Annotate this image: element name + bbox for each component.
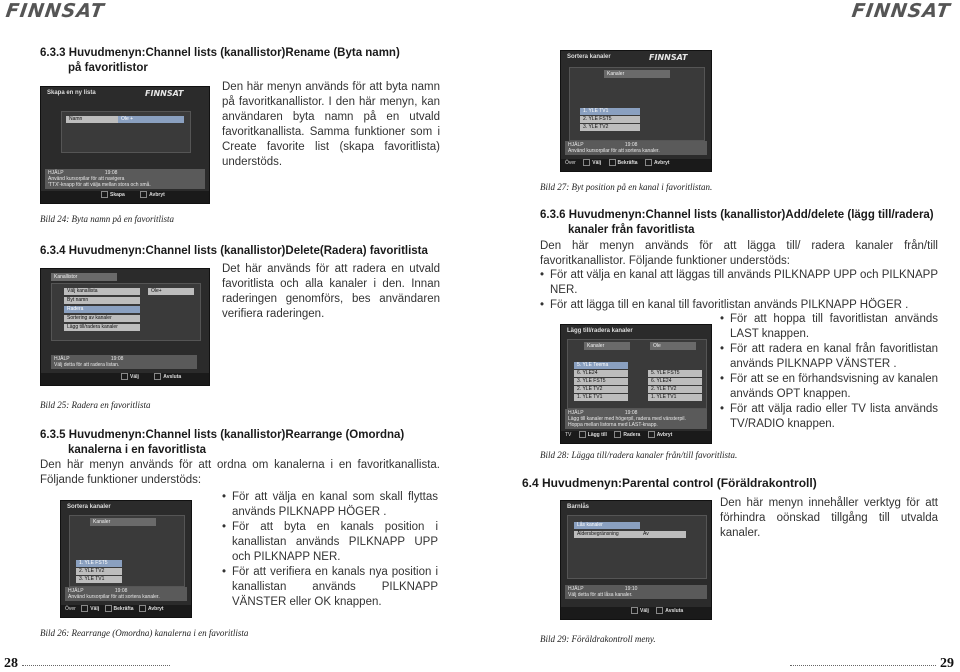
button-icon bbox=[631, 607, 638, 614]
bullets-6-3-6-full bbox=[540, 268, 938, 313]
heading-line: 6.3.6 Huvudmenyn:Channel lists (kanallistor)Add/delete (lägg till/radera) bbox=[540, 209, 934, 221]
screen-button: Bekräfta bbox=[105, 606, 134, 612]
screen-help bbox=[45, 169, 205, 189]
caption-26: Bild 26: Rearrange (Omordna) kanalerna i en favoritlista bbox=[40, 628, 249, 638]
button-icon bbox=[614, 431, 621, 438]
screen-title: Barnlås bbox=[567, 504, 590, 510]
screen-title: Skapa en ny lista bbox=[47, 90, 96, 96]
brand-logo-left: FINNSAT bbox=[4, 0, 106, 22]
help-title: HJÄLP bbox=[68, 588, 84, 594]
screen-form bbox=[61, 111, 191, 153]
help-line: Välj detta för att låsa kanaler. bbox=[568, 592, 633, 598]
list-item: • För att radera en kanal från favoritlistan används PILKNAPP VÄNSTER . bbox=[720, 342, 938, 372]
help-line: Använd kursorpilar för att sortera kanaler. bbox=[68, 594, 160, 600]
screen-help bbox=[565, 585, 707, 599]
heading-6-3-4: 6.3.4 Huvudmenyn:Channel lists (kanallistor)Delete(Radera) favoritlista bbox=[40, 245, 428, 257]
heading-6-4: 6.4 Huvudmenyn:Parental control (Föräldrakontroll) bbox=[522, 476, 817, 490]
button-icon bbox=[609, 159, 616, 166]
help-time: 19:08 bbox=[624, 410, 638, 416]
screen-help bbox=[51, 355, 197, 369]
screen-button-bar bbox=[561, 159, 712, 171]
screen-button: Avsluta bbox=[656, 608, 683, 614]
screen-title: Kanallistor bbox=[51, 273, 117, 281]
screen-help bbox=[565, 141, 707, 155]
screen-title: Sortera kanaler bbox=[67, 504, 111, 510]
button-icon bbox=[154, 373, 161, 380]
figure-25-screen bbox=[40, 268, 210, 386]
menu-item: Radera bbox=[64, 306, 140, 313]
menu-item: Sortering av kanaler bbox=[64, 315, 140, 322]
list-item: 5. YLE Teema bbox=[574, 362, 628, 369]
button-icon bbox=[121, 373, 128, 380]
caption-25: Bild 25: Radera en favoritlista bbox=[40, 400, 151, 410]
screen-button-bar bbox=[561, 607, 712, 619]
bullets-6-3-6-narrow bbox=[720, 312, 938, 432]
heading-6-3-5 bbox=[40, 428, 404, 458]
help-line: Välj detta för att radera listan. bbox=[54, 362, 120, 368]
screen-logo: FINNSAT bbox=[145, 89, 184, 98]
screen-button: Avbryt bbox=[139, 606, 164, 612]
button-icon bbox=[105, 605, 112, 612]
screen-lists bbox=[567, 339, 707, 409]
menu-side-value: Ole+ bbox=[148, 288, 194, 295]
list-item: 3. YLE FST5 bbox=[574, 378, 628, 385]
screen-help bbox=[565, 409, 707, 429]
list-item: 1. YLE TV1 bbox=[574, 394, 628, 401]
screen-button: TV bbox=[565, 432, 572, 438]
screen-button: Skapa bbox=[101, 192, 125, 198]
caption-24: Bild 24: Byta namn på en favoritlista bbox=[40, 214, 174, 224]
screen-menu bbox=[51, 283, 201, 341]
button-icon bbox=[140, 191, 147, 198]
screen-button: Välj bbox=[81, 606, 99, 612]
bullets-6-3-5 bbox=[222, 490, 438, 610]
help-line: Hoppa mellan listorna med LAST-knapp. bbox=[568, 422, 658, 428]
help-title: HJÄLP bbox=[568, 586, 584, 592]
list-item: • För att välja en kanal att läggas till används PILKNAPP UPP och PILKNAPP NER. bbox=[540, 268, 938, 298]
list-item: 1. YLE TV1 bbox=[580, 108, 640, 115]
help-line: Lägg till kanaler med högerpil, radera med vänsterpil. bbox=[568, 416, 686, 422]
list-header: Kanaler bbox=[604, 70, 670, 78]
caption-27: Bild 27: Byt position på en kanal i favoritlistan. bbox=[540, 182, 713, 192]
screen-button-bar bbox=[41, 191, 210, 203]
screen-button: Avsluta bbox=[154, 374, 181, 380]
brand-logo-right: FINNSAT bbox=[850, 0, 952, 22]
field-label: Namn bbox=[66, 116, 118, 123]
menu-item: Välj kanallista bbox=[64, 288, 140, 295]
help-line: Använd kursorpilar för att sortera kanaler. bbox=[568, 148, 660, 154]
screen-help bbox=[65, 587, 187, 601]
help-line: Använd kursorpilar för att navigera bbox=[48, 176, 125, 182]
button-icon bbox=[579, 431, 586, 438]
list-item: • För att välja en kanal som skall flyttas används PILKNAPP HÖGER . bbox=[222, 490, 438, 520]
screen-list bbox=[69, 515, 185, 587]
body-6-3-5: Den här menyn används för att ordna om kanalerna i en favoritkanallista. Följande funktioner understöds: bbox=[40, 459, 440, 486]
page-number-left: 28 bbox=[4, 656, 18, 671]
screen-button-bar bbox=[61, 605, 192, 617]
screen-button: Bekräfta bbox=[609, 160, 638, 166]
list-item: 2. YLE TV2 bbox=[648, 386, 702, 393]
figure-26-screen bbox=[60, 500, 192, 618]
field-value: Ole + bbox=[118, 116, 184, 123]
screen-button: Radera bbox=[614, 432, 640, 438]
screen-button: Över bbox=[565, 160, 576, 166]
screen-button: Över bbox=[65, 606, 76, 612]
menu-item: Lägg till/radera kanaler bbox=[64, 324, 140, 331]
figure-24-screen bbox=[40, 86, 210, 204]
help-title: HJÄLP bbox=[54, 356, 70, 362]
footer-dots-right bbox=[790, 665, 936, 666]
list-item: 2. YLE TV2 bbox=[574, 386, 628, 393]
help-time: 19:08 bbox=[110, 356, 124, 362]
list-item: • För att lägga till en kanal till favoritlistan används PILKNAPP HÖGER . bbox=[540, 298, 938, 313]
heading-line: kanaler från favoritlista bbox=[568, 224, 695, 236]
body-6-3-6: Den här menyn används för att lägga till/ radera kanaler från/till favoritkanallistor. Följande funktioner understöds: bbox=[540, 240, 938, 267]
menu-item-value: Av bbox=[640, 531, 686, 538]
heading-line: 6.3.3 Huvudmenyn:Channel lists (kanallistor)Rename (Byta namn) bbox=[40, 47, 400, 59]
screen-button: Avbryt bbox=[645, 160, 670, 166]
caption-29: Bild 29: Föräldrakontroll meny. bbox=[540, 634, 656, 644]
list-item: 2. YLE TV2 bbox=[76, 568, 122, 575]
list-item: • För att byta en kanals position i kanallistan används PILKNAPP UPP och PILKNAPP NER. bbox=[222, 520, 438, 565]
help-title: HJÄLP bbox=[568, 410, 584, 416]
screen-title: Lägg till/radera kanaler bbox=[567, 328, 633, 334]
body-6-4: Den här menyn innehåller verktyg för att förhindra oönskad tillgång till utvalda kanaler. bbox=[720, 497, 938, 539]
menu-item: Åldersbegränsning bbox=[574, 531, 640, 538]
help-title: HJÄLP bbox=[48, 170, 64, 176]
page-number-right: 29 bbox=[940, 656, 954, 671]
menu-item: Byt namn bbox=[64, 297, 140, 304]
list-header: Kanaler bbox=[584, 342, 630, 350]
list-item: 1. YLE TV1 bbox=[648, 394, 702, 401]
list-item: 3. YLE TV1 bbox=[76, 576, 122, 583]
screen-menu bbox=[567, 515, 707, 579]
list-item: • För att se en förhandsvisning av kanalen används OPT knappen. bbox=[720, 372, 938, 402]
screen-list bbox=[569, 67, 705, 141]
list-item: 6. YLE24 bbox=[648, 378, 702, 385]
button-icon bbox=[645, 159, 652, 166]
button-icon bbox=[583, 159, 590, 166]
button-icon bbox=[101, 191, 108, 198]
heading-line: kanalerna i en favoritlista bbox=[68, 444, 207, 456]
footer-dots-left bbox=[22, 665, 170, 666]
help-time: 19:08 bbox=[624, 142, 638, 148]
body-6-3-4: Det här används för att radera en utvald favoritlista och alla kanaler i den. Innan raderingen genomförs, bes användaren verifiera raderingen. bbox=[222, 263, 440, 320]
screen-button-bar bbox=[41, 373, 210, 385]
help-line: 'TTX'-knapp för att välja mellan stora och små. bbox=[48, 182, 151, 188]
heading-line: 6.3.5 Huvudmenyn:Channel lists (kanallistor)Rearrange (Omordna) bbox=[40, 429, 405, 441]
heading-line: på favoritlistor bbox=[68, 62, 148, 74]
list-item: 1. YLE FST5 bbox=[76, 560, 122, 567]
screen-button-bar bbox=[561, 431, 712, 443]
list-item: • För att välja radio eller TV lista används TV/RADIO knappen. bbox=[720, 402, 938, 432]
screen-button: Avbryt bbox=[140, 192, 165, 198]
screen-button: Välj bbox=[631, 608, 649, 614]
screen-button: Lägg till bbox=[579, 432, 607, 438]
list-item: • För att verifiera en kanals nya position i kanallistan används PILKNAPP VÄNSTER eller OK knappen. bbox=[222, 565, 438, 610]
list-item: • För att hoppa till favoritlistan används LAST knappen. bbox=[720, 312, 938, 342]
figure-28-screen bbox=[560, 324, 712, 444]
list-header: Kanaler bbox=[90, 518, 156, 526]
list-item: 5. YLE FST5 bbox=[648, 370, 702, 377]
figure-27-screen bbox=[560, 50, 712, 172]
screen-logo: FINNSAT bbox=[649, 53, 688, 62]
help-time: 19:10 bbox=[624, 586, 638, 592]
list-item: 3. YLE TV2 bbox=[580, 124, 640, 131]
screen-button: Välj bbox=[583, 160, 601, 166]
button-icon bbox=[648, 431, 655, 438]
help-time: 19:08 bbox=[114, 588, 128, 594]
button-icon bbox=[656, 607, 663, 614]
caption-28: Bild 28: Lägga till/radera kanaler från/till favoritlista. bbox=[540, 450, 738, 460]
screen-title: Sortera kanaler bbox=[567, 54, 611, 60]
figure-29-screen bbox=[560, 500, 712, 620]
list-header: Ole bbox=[650, 342, 696, 350]
heading-6-3-6 bbox=[540, 208, 934, 238]
help-time: 19:08 bbox=[104, 170, 118, 176]
screen-button: Avbryt bbox=[648, 432, 673, 438]
menu-item: Lås kanaler bbox=[574, 522, 640, 529]
screen-button: Välj bbox=[121, 374, 139, 380]
list-item: 2. YLE FST5 bbox=[580, 116, 640, 123]
list-item: 6. YLE24 bbox=[574, 370, 628, 377]
body-6-3-3: Den här menyn används för att byta namn på favoritkanallistor. I den här menyn, kan användaren byta namn på en utvald favoritkanallista. Samma funktioner som i Create favorite list (skapa favoritlista) understöds. bbox=[222, 81, 440, 168]
button-icon bbox=[81, 605, 88, 612]
button-icon bbox=[139, 605, 146, 612]
heading-6-3-3 bbox=[40, 46, 400, 76]
help-title: HJÄLP bbox=[568, 142, 584, 148]
